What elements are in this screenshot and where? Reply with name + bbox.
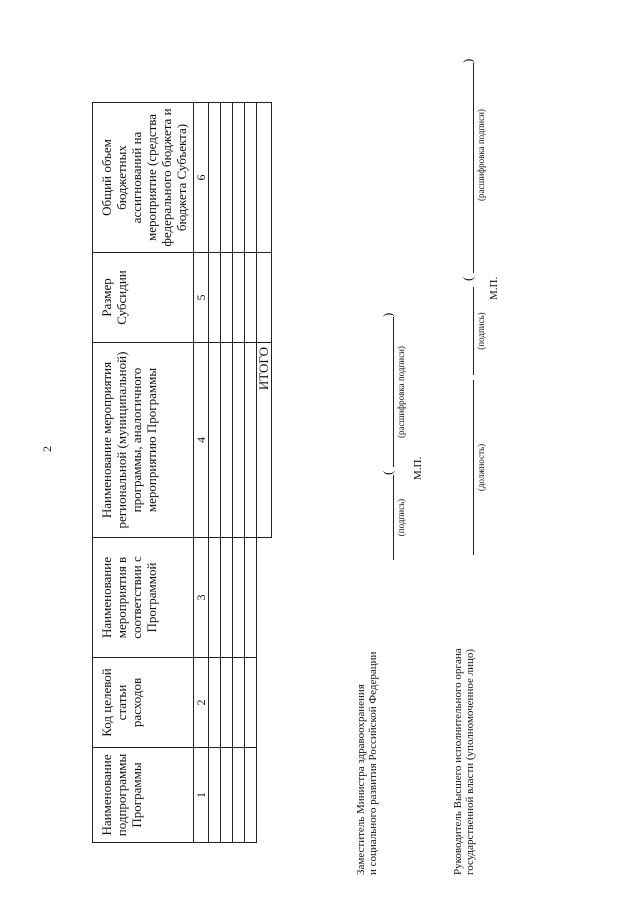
column-number: 4 xyxy=(194,343,209,538)
table-cell xyxy=(209,748,221,843)
table-cell xyxy=(245,253,257,343)
header-cell: Наименование мероприятия в соответствии с Программой xyxy=(93,538,194,658)
signature2-position-line xyxy=(473,380,474,555)
table-cell xyxy=(221,253,233,343)
signature1-close-paren: ) xyxy=(380,312,395,317)
table-row xyxy=(221,103,233,843)
table-cell xyxy=(209,538,221,658)
header-cell: Наименование подпрограммы Программы xyxy=(93,748,194,843)
table-cell xyxy=(233,538,245,658)
column-number-row xyxy=(194,103,209,843)
table-cell xyxy=(245,748,257,843)
total-label: ИТОГО xyxy=(257,343,272,538)
table-row xyxy=(233,103,245,843)
signature1-sign-label: (подпись) xyxy=(396,498,406,537)
header-cell: Наименование мероприятия региональной (муниципальной) программы, аналогичного мероприятию Программы xyxy=(93,343,194,538)
table-cell xyxy=(221,748,233,843)
table-cell xyxy=(233,748,245,843)
signature1-sign-line xyxy=(393,475,394,560)
signature1-decode-label: (расшифровка подписи) xyxy=(396,346,406,438)
signature2-close-paren: ) xyxy=(460,58,475,63)
table-cell xyxy=(209,253,221,343)
column-number: 6 xyxy=(194,103,209,253)
subsidy-table xyxy=(92,102,272,843)
signature2-sign-line xyxy=(473,287,474,375)
signature2-position-label: (должность) xyxy=(476,443,486,492)
total-row xyxy=(257,103,272,843)
column-number: 1 xyxy=(194,748,209,843)
signature1-mp: М.П. xyxy=(412,456,424,480)
table-cell xyxy=(233,343,245,538)
header-cell: Общий объем бюджетных ассигнований на мероприятие (средства федерального бюджета и бюджета Субъекта) xyxy=(93,103,194,253)
table-cell xyxy=(209,343,221,538)
table-cell xyxy=(233,103,245,253)
table-cell xyxy=(233,658,245,748)
page-number: 2 xyxy=(40,446,54,452)
column-number: 5 xyxy=(194,253,209,343)
table-cell xyxy=(257,253,272,343)
table-cell xyxy=(245,658,257,748)
table-cell xyxy=(257,103,272,253)
table-cell xyxy=(221,103,233,253)
table-cell xyxy=(245,538,257,658)
table-cell xyxy=(209,658,221,748)
signature1-open-paren: ( xyxy=(380,470,395,475)
signature1-title: Заместитель Министра здравоохранения и социального развития Российской Федерации xyxy=(355,651,379,875)
column-number: 2 xyxy=(194,658,209,748)
table-cell xyxy=(221,658,233,748)
table-row xyxy=(245,103,257,843)
header-cell: Код целевой статьи расходов xyxy=(93,658,194,748)
table-row xyxy=(209,103,221,843)
table-cell xyxy=(221,538,233,658)
signature2-sign-label: (подпись) xyxy=(476,312,486,350)
signature2-decode-label: (расшифровка подписи) xyxy=(476,109,486,201)
signature2-decode-line xyxy=(473,63,474,273)
header-row xyxy=(93,103,194,843)
header-cell: Размер Субсидии xyxy=(93,253,194,343)
column-number: 3 xyxy=(194,538,209,658)
table-cell xyxy=(209,103,221,253)
signature1-decode-line xyxy=(393,317,394,467)
signature2-title: Руководитель Высшего исполнительного органа государственной власти (уполномоченное лицо) xyxy=(452,648,476,875)
table-cell xyxy=(245,343,257,538)
table-cell xyxy=(221,343,233,538)
signature2-open-paren: ( xyxy=(460,276,475,281)
table-cell xyxy=(245,103,257,253)
table-cell xyxy=(233,253,245,343)
signature2-mp: М.П. xyxy=(488,276,500,300)
